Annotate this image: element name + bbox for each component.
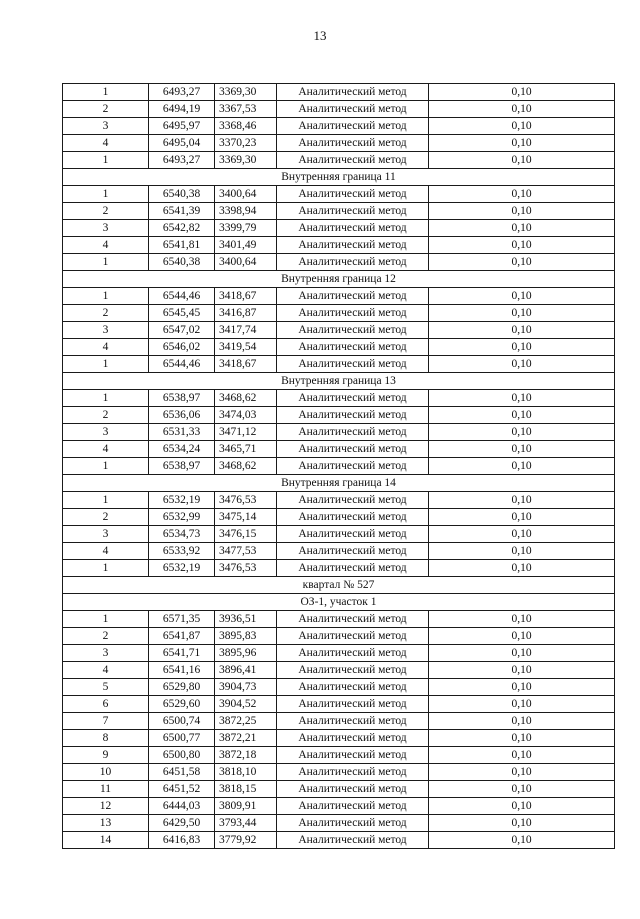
error-cell: 0,10 [429, 186, 615, 203]
error-cell: 0,10 [429, 237, 615, 254]
y-coordinate-cell: 3400,64 [215, 254, 277, 271]
method-cell: Аналитический метод [277, 509, 429, 526]
point-number-cell: 1 [63, 254, 149, 271]
table-row [63, 356, 615, 373]
section-title: Внутренняя граница 12 [63, 271, 615, 288]
y-coordinate-cell: 3477,53 [215, 543, 277, 560]
error-cell: 0,10 [429, 288, 615, 305]
method-cell: Аналитический метод [277, 288, 429, 305]
point-number-cell: 9 [63, 747, 149, 764]
method-cell: Аналитический метод [277, 356, 429, 373]
y-coordinate-cell: 3370,23 [215, 135, 277, 152]
error-cell: 0,10 [429, 356, 615, 373]
point-number-cell: 3 [63, 645, 149, 662]
method-cell: Аналитический метод [277, 798, 429, 815]
x-coordinate-cell: 6451,52 [149, 781, 215, 798]
x-coordinate-cell: 6533,92 [149, 543, 215, 560]
method-cell: Аналитический метод [277, 713, 429, 730]
x-coordinate-cell: 6544,46 [149, 356, 215, 373]
point-number-cell: 3 [63, 322, 149, 339]
x-coordinate-cell: 6541,81 [149, 237, 215, 254]
point-number-cell: 6 [63, 696, 149, 713]
method-cell: Аналитический метод [277, 339, 429, 356]
error-cell: 0,10 [429, 101, 615, 118]
y-coordinate-cell: 3793,44 [215, 815, 277, 832]
error-cell: 0,10 [429, 407, 615, 424]
method-cell: Аналитический метод [277, 390, 429, 407]
section-title: Внутренняя граница 13 [63, 373, 615, 390]
error-cell: 0,10 [429, 492, 615, 509]
error-cell: 0,10 [429, 662, 615, 679]
error-cell: 0,10 [429, 322, 615, 339]
table-row [63, 305, 615, 322]
method-cell: Аналитический метод [277, 679, 429, 696]
method-cell: Аналитический метод [277, 832, 429, 849]
table-row [63, 764, 615, 781]
table-row [63, 339, 615, 356]
x-coordinate-cell: 6493,27 [149, 84, 215, 101]
method-cell: Аналитический метод [277, 118, 429, 135]
section-header-row [63, 475, 615, 492]
method-cell: Аналитический метод [277, 492, 429, 509]
table-row [63, 781, 615, 798]
error-cell: 0,10 [429, 815, 615, 832]
method-cell: Аналитический метод [277, 203, 429, 220]
x-coordinate-cell: 6500,74 [149, 713, 215, 730]
x-coordinate-cell: 6495,97 [149, 118, 215, 135]
table-row [63, 84, 615, 101]
error-cell: 0,10 [429, 526, 615, 543]
table-row [63, 628, 615, 645]
method-cell: Аналитический метод [277, 747, 429, 764]
method-cell: Аналитический метод [277, 458, 429, 475]
table-row [63, 135, 615, 152]
x-coordinate-cell: 6571,35 [149, 611, 215, 628]
error-cell: 0,10 [429, 730, 615, 747]
y-coordinate-cell: 3476,53 [215, 492, 277, 509]
point-number-cell: 1 [63, 152, 149, 169]
y-coordinate-cell: 3476,15 [215, 526, 277, 543]
point-number-cell: 2 [63, 407, 149, 424]
table-row [63, 713, 615, 730]
table-row [63, 322, 615, 339]
y-coordinate-cell: 3418,67 [215, 356, 277, 373]
table-row [63, 662, 615, 679]
section-header-row [63, 594, 615, 611]
method-cell: Аналитический метод [277, 730, 429, 747]
table-row [63, 611, 615, 628]
y-coordinate-cell: 3818,15 [215, 781, 277, 798]
y-coordinate-cell: 3465,71 [215, 441, 277, 458]
x-coordinate-cell: 6444,03 [149, 798, 215, 815]
section-header-row [63, 373, 615, 390]
y-coordinate-cell: 3418,67 [215, 288, 277, 305]
x-coordinate-cell: 6529,80 [149, 679, 215, 696]
table-row [63, 645, 615, 662]
table-row [63, 730, 615, 747]
method-cell: Аналитический метод [277, 764, 429, 781]
point-number-cell: 8 [63, 730, 149, 747]
section-header-row [63, 169, 615, 186]
error-cell: 0,10 [429, 764, 615, 781]
error-cell: 0,10 [429, 713, 615, 730]
method-cell: Аналитический метод [277, 101, 429, 118]
error-cell: 0,10 [429, 509, 615, 526]
method-cell: Аналитический метод [277, 305, 429, 322]
coordinates-table [62, 83, 615, 849]
table-row [63, 237, 615, 254]
point-number-cell: 10 [63, 764, 149, 781]
table-row [63, 186, 615, 203]
method-cell: Аналитический метод [277, 611, 429, 628]
error-cell: 0,10 [429, 458, 615, 475]
y-coordinate-cell: 3416,87 [215, 305, 277, 322]
method-cell: Аналитический метод [277, 220, 429, 237]
point-number-cell: 2 [63, 203, 149, 220]
y-coordinate-cell: 3369,30 [215, 152, 277, 169]
error-cell: 0,10 [429, 645, 615, 662]
x-coordinate-cell: 6547,02 [149, 322, 215, 339]
x-coordinate-cell: 6529,60 [149, 696, 215, 713]
table-row [63, 288, 615, 305]
table-row [63, 458, 615, 475]
error-cell: 0,10 [429, 152, 615, 169]
section-title: ОЗ-1, участок 1 [63, 594, 615, 611]
page-number: 13 [313, 28, 327, 43]
y-coordinate-cell: 3818,10 [215, 764, 277, 781]
x-coordinate-cell: 6532,99 [149, 509, 215, 526]
x-coordinate-cell: 6532,19 [149, 492, 215, 509]
x-coordinate-cell: 6416,83 [149, 832, 215, 849]
point-number-cell: 11 [63, 781, 149, 798]
point-number-cell: 2 [63, 101, 149, 118]
method-cell: Аналитический метод [277, 526, 429, 543]
point-number-cell: 3 [63, 118, 149, 135]
table-row [63, 424, 615, 441]
y-coordinate-cell: 3471,12 [215, 424, 277, 441]
point-number-cell: 1 [63, 356, 149, 373]
point-number-cell: 14 [63, 832, 149, 849]
table-row [63, 203, 615, 220]
table-row [63, 815, 615, 832]
point-number-cell: 1 [63, 458, 149, 475]
y-coordinate-cell: 3904,73 [215, 679, 277, 696]
x-coordinate-cell: 6541,39 [149, 203, 215, 220]
error-cell: 0,10 [429, 390, 615, 407]
error-cell: 0,10 [429, 84, 615, 101]
table-row [63, 560, 615, 577]
section-title: Внутренняя граница 14 [63, 475, 615, 492]
table-row [63, 543, 615, 560]
y-coordinate-cell: 3468,62 [215, 390, 277, 407]
error-cell: 0,10 [429, 611, 615, 628]
method-cell: Аналитический метод [277, 645, 429, 662]
x-coordinate-cell: 6541,16 [149, 662, 215, 679]
x-coordinate-cell: 6495,04 [149, 135, 215, 152]
point-number-cell: 4 [63, 339, 149, 356]
point-number-cell: 1 [63, 611, 149, 628]
error-cell: 0,10 [429, 679, 615, 696]
point-number-cell: 1 [63, 560, 149, 577]
point-number-cell: 3 [63, 424, 149, 441]
point-number-cell: 2 [63, 628, 149, 645]
x-coordinate-cell: 6500,80 [149, 747, 215, 764]
method-cell: Аналитический метод [277, 424, 429, 441]
x-coordinate-cell: 6538,97 [149, 458, 215, 475]
error-cell: 0,10 [429, 203, 615, 220]
table-row [63, 492, 615, 509]
table-row [63, 832, 615, 849]
error-cell: 0,10 [429, 628, 615, 645]
method-cell: Аналитический метод [277, 815, 429, 832]
point-number-cell: 4 [63, 543, 149, 560]
method-cell: Аналитический метод [277, 135, 429, 152]
method-cell: Аналитический метод [277, 628, 429, 645]
error-cell: 0,10 [429, 798, 615, 815]
y-coordinate-cell: 3368,46 [215, 118, 277, 135]
method-cell: Аналитический метод [277, 560, 429, 577]
method-cell: Аналитический метод [277, 152, 429, 169]
section-title: Внутренняя граница 11 [63, 169, 615, 186]
method-cell: Аналитический метод [277, 781, 429, 798]
section-header-row [63, 577, 615, 594]
point-number-cell: 4 [63, 135, 149, 152]
table-row [63, 220, 615, 237]
y-coordinate-cell: 3401,49 [215, 237, 277, 254]
y-coordinate-cell: 3872,18 [215, 747, 277, 764]
x-coordinate-cell: 6538,97 [149, 390, 215, 407]
x-coordinate-cell: 6532,19 [149, 560, 215, 577]
y-coordinate-cell: 3400,64 [215, 186, 277, 203]
table-row [63, 254, 615, 271]
x-coordinate-cell: 6500,77 [149, 730, 215, 747]
x-coordinate-cell: 6541,71 [149, 645, 215, 662]
error-cell: 0,10 [429, 441, 615, 458]
point-number-cell: 13 [63, 815, 149, 832]
table-row [63, 407, 615, 424]
table-row [63, 101, 615, 118]
point-number-cell: 2 [63, 305, 149, 322]
table-row [63, 390, 615, 407]
error-cell: 0,10 [429, 560, 615, 577]
y-coordinate-cell: 3369,30 [215, 84, 277, 101]
y-coordinate-cell: 3936,51 [215, 611, 277, 628]
table-row [63, 526, 615, 543]
error-cell: 0,10 [429, 696, 615, 713]
method-cell: Аналитический метод [277, 322, 429, 339]
method-cell: Аналитический метод [277, 407, 429, 424]
y-coordinate-cell: 3468,62 [215, 458, 277, 475]
error-cell: 0,10 [429, 832, 615, 849]
point-number-cell: 4 [63, 662, 149, 679]
y-coordinate-cell: 3417,74 [215, 322, 277, 339]
x-coordinate-cell: 6541,87 [149, 628, 215, 645]
y-coordinate-cell: 3779,92 [215, 832, 277, 849]
y-coordinate-cell: 3367,53 [215, 101, 277, 118]
point-number-cell: 4 [63, 237, 149, 254]
point-number-cell: 7 [63, 713, 149, 730]
coordinates-table-body [63, 84, 615, 849]
y-coordinate-cell: 3872,25 [215, 713, 277, 730]
method-cell: Аналитический метод [277, 441, 429, 458]
error-cell: 0,10 [429, 747, 615, 764]
point-number-cell: 2 [63, 509, 149, 526]
point-number-cell: 1 [63, 492, 149, 509]
method-cell: Аналитический метод [277, 543, 429, 560]
table-row [63, 696, 615, 713]
method-cell: Аналитический метод [277, 186, 429, 203]
x-coordinate-cell: 6451,58 [149, 764, 215, 781]
error-cell: 0,10 [429, 424, 615, 441]
y-coordinate-cell: 3398,94 [215, 203, 277, 220]
x-coordinate-cell: 6531,33 [149, 424, 215, 441]
x-coordinate-cell: 6429,50 [149, 815, 215, 832]
x-coordinate-cell: 6544,46 [149, 288, 215, 305]
x-coordinate-cell: 6534,73 [149, 526, 215, 543]
point-number-cell: 5 [63, 679, 149, 696]
y-coordinate-cell: 3904,52 [215, 696, 277, 713]
y-coordinate-cell: 3895,96 [215, 645, 277, 662]
error-cell: 0,10 [429, 118, 615, 135]
y-coordinate-cell: 3476,53 [215, 560, 277, 577]
y-coordinate-cell: 3399,79 [215, 220, 277, 237]
y-coordinate-cell: 3474,03 [215, 407, 277, 424]
method-cell: Аналитический метод [277, 237, 429, 254]
table-row [63, 747, 615, 764]
x-coordinate-cell: 6493,27 [149, 152, 215, 169]
x-coordinate-cell: 6536,06 [149, 407, 215, 424]
point-number-cell: 3 [63, 526, 149, 543]
error-cell: 0,10 [429, 305, 615, 322]
method-cell: Аналитический метод [277, 84, 429, 101]
method-cell: Аналитический метод [277, 696, 429, 713]
y-coordinate-cell: 3872,21 [215, 730, 277, 747]
table-row [63, 679, 615, 696]
error-cell: 0,10 [429, 220, 615, 237]
point-number-cell: 1 [63, 84, 149, 101]
x-coordinate-cell: 6542,82 [149, 220, 215, 237]
error-cell: 0,10 [429, 254, 615, 271]
y-coordinate-cell: 3896,41 [215, 662, 277, 679]
point-number-cell: 1 [63, 288, 149, 305]
table-row [63, 441, 615, 458]
x-coordinate-cell: 6546,02 [149, 339, 215, 356]
point-number-cell: 12 [63, 798, 149, 815]
point-number-cell: 1 [63, 390, 149, 407]
table-row [63, 798, 615, 815]
x-coordinate-cell: 6494,19 [149, 101, 215, 118]
y-coordinate-cell: 3809,91 [215, 798, 277, 815]
point-number-cell: 3 [63, 220, 149, 237]
section-header-row [63, 271, 615, 288]
y-coordinate-cell: 3895,83 [215, 628, 277, 645]
point-number-cell: 1 [63, 186, 149, 203]
method-cell: Аналитический метод [277, 254, 429, 271]
error-cell: 0,10 [429, 543, 615, 560]
section-title: квартал № 527 [63, 577, 615, 594]
point-number-cell: 4 [63, 441, 149, 458]
x-coordinate-cell: 6540,38 [149, 186, 215, 203]
error-cell: 0,10 [429, 781, 615, 798]
table-row [63, 118, 615, 135]
y-coordinate-cell: 3419,54 [215, 339, 277, 356]
table-row [63, 152, 615, 169]
error-cell: 0,10 [429, 135, 615, 152]
table-row [63, 509, 615, 526]
error-cell: 0,10 [429, 339, 615, 356]
x-coordinate-cell: 6540,38 [149, 254, 215, 271]
y-coordinate-cell: 3475,14 [215, 509, 277, 526]
x-coordinate-cell: 6545,45 [149, 305, 215, 322]
method-cell: Аналитический метод [277, 662, 429, 679]
x-coordinate-cell: 6534,24 [149, 441, 215, 458]
